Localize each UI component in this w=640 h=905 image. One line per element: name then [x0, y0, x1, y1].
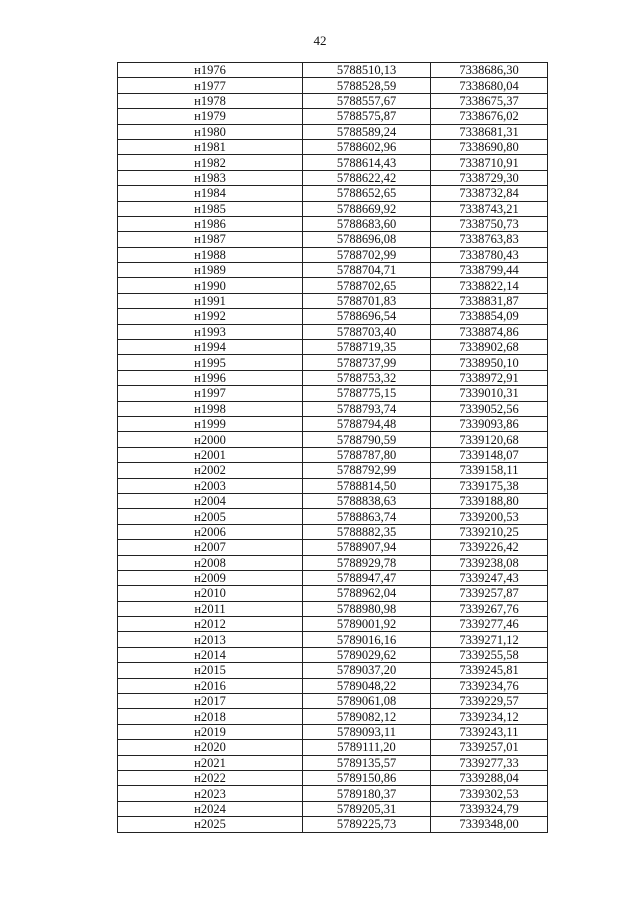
point-id-cell: н1983 — [118, 170, 303, 185]
x-coordinate-cell: 5788602,96 — [303, 139, 431, 154]
table-row — [118, 370, 548, 385]
x-coordinate-cell: 5789093,11 — [303, 724, 431, 739]
point-id-cell: н1996 — [118, 370, 303, 385]
table-row — [118, 740, 548, 755]
y-coordinate-cell: 7338686,30 — [431, 63, 548, 78]
point-id-cell: н2017 — [118, 694, 303, 709]
point-id-cell: н1991 — [118, 293, 303, 308]
point-id-cell: н2015 — [118, 663, 303, 678]
point-id-cell: н2025 — [118, 817, 303, 832]
table-row — [118, 770, 548, 785]
table-row — [118, 540, 548, 555]
point-id-cell: н2001 — [118, 447, 303, 462]
table-row — [118, 324, 548, 339]
table-row — [118, 632, 548, 647]
x-coordinate-cell: 5788703,40 — [303, 324, 431, 339]
y-coordinate-cell: 7338854,09 — [431, 309, 548, 324]
y-coordinate-cell: 7339255,58 — [431, 647, 548, 662]
y-coordinate-cell: 7338675,37 — [431, 93, 548, 108]
table-row — [118, 186, 548, 201]
table-row — [118, 355, 548, 370]
point-id-cell: н2012 — [118, 617, 303, 632]
table-row — [118, 801, 548, 816]
point-id-cell: н2014 — [118, 647, 303, 662]
x-coordinate-cell: 5789150,86 — [303, 770, 431, 785]
point-id-cell: н2007 — [118, 540, 303, 555]
table-row — [118, 124, 548, 139]
y-coordinate-cell: 7338780,43 — [431, 247, 548, 262]
x-coordinate-cell: 5788696,54 — [303, 309, 431, 324]
x-coordinate-cell: 5788589,24 — [303, 124, 431, 139]
point-id-cell: н2021 — [118, 755, 303, 770]
table-row — [118, 401, 548, 416]
y-coordinate-cell: 7339210,25 — [431, 524, 548, 539]
table-row — [118, 678, 548, 693]
x-coordinate-cell: 5788838,63 — [303, 493, 431, 508]
point-id-cell: н1979 — [118, 109, 303, 124]
y-coordinate-cell: 7339234,12 — [431, 709, 548, 724]
table-row — [118, 340, 548, 355]
table-row — [118, 493, 548, 508]
y-coordinate-cell: 7339226,42 — [431, 540, 548, 555]
point-id-cell: н2022 — [118, 770, 303, 785]
x-coordinate-cell: 5789001,92 — [303, 617, 431, 632]
y-coordinate-cell: 7338750,73 — [431, 216, 548, 231]
y-coordinate-cell: 7339238,08 — [431, 555, 548, 570]
x-coordinate-cell: 5789180,37 — [303, 786, 431, 801]
table-row — [118, 694, 548, 709]
x-coordinate-cell: 5788528,59 — [303, 78, 431, 93]
x-coordinate-cell: 5788792,99 — [303, 463, 431, 478]
table-row — [118, 109, 548, 124]
table-row — [118, 617, 548, 632]
table-row — [118, 293, 548, 308]
point-id-cell: н1998 — [118, 401, 303, 416]
point-id-cell: н2023 — [118, 786, 303, 801]
y-coordinate-cell: 7338710,91 — [431, 155, 548, 170]
point-id-cell: н2003 — [118, 478, 303, 493]
table-row — [118, 663, 548, 678]
point-id-cell: н2009 — [118, 570, 303, 585]
table-row — [118, 786, 548, 801]
point-id-cell: н1982 — [118, 155, 303, 170]
table-row — [118, 509, 548, 524]
table-row — [118, 170, 548, 185]
table-row — [118, 309, 548, 324]
table-row — [118, 724, 548, 739]
y-coordinate-cell: 7338902,68 — [431, 340, 548, 355]
x-coordinate-cell: 5788702,65 — [303, 278, 431, 293]
point-id-cell: н1977 — [118, 78, 303, 93]
x-coordinate-cell: 5788863,74 — [303, 509, 431, 524]
point-id-cell: н1978 — [118, 93, 303, 108]
point-id-cell: н1981 — [118, 139, 303, 154]
table-row — [118, 755, 548, 770]
x-coordinate-cell: 5788719,35 — [303, 340, 431, 355]
x-coordinate-cell: 5789061,08 — [303, 694, 431, 709]
point-id-cell: н2010 — [118, 586, 303, 601]
table-row — [118, 432, 548, 447]
page-number: 42 — [313, 33, 327, 48]
x-coordinate-cell: 5788947,47 — [303, 570, 431, 585]
point-id-cell: н1986 — [118, 216, 303, 231]
y-coordinate-cell: 7339175,38 — [431, 478, 548, 493]
x-coordinate-cell: 5788753,32 — [303, 370, 431, 385]
y-coordinate-cell: 7339052,56 — [431, 401, 548, 416]
y-coordinate-cell: 7338743,21 — [431, 201, 548, 216]
y-coordinate-cell: 7338690,80 — [431, 139, 548, 154]
point-id-cell: н1985 — [118, 201, 303, 216]
y-coordinate-cell: 7339277,46 — [431, 617, 548, 632]
y-coordinate-cell: 7339257,01 — [431, 740, 548, 755]
point-id-cell: н1987 — [118, 232, 303, 247]
table-row — [118, 263, 548, 278]
point-id-cell: н1999 — [118, 416, 303, 431]
x-coordinate-cell: 5788962,04 — [303, 586, 431, 601]
point-id-cell: н2006 — [118, 524, 303, 539]
point-id-cell: н2024 — [118, 801, 303, 816]
point-id-cell: н1976 — [118, 63, 303, 78]
point-id-cell: н1989 — [118, 263, 303, 278]
x-coordinate-cell: 5788814,50 — [303, 478, 431, 493]
y-coordinate-cell: 7338729,30 — [431, 170, 548, 185]
table-row — [118, 78, 548, 93]
point-id-cell: н2019 — [118, 724, 303, 739]
x-coordinate-cell: 5789225,73 — [303, 817, 431, 832]
x-coordinate-cell: 5788669,92 — [303, 201, 431, 216]
y-coordinate-cell: 7339158,11 — [431, 463, 548, 478]
point-id-cell: н1984 — [118, 186, 303, 201]
table-row — [118, 63, 548, 78]
y-coordinate-cell: 7339277,33 — [431, 755, 548, 770]
x-coordinate-cell: 5789111,20 — [303, 740, 431, 755]
point-id-cell: н2002 — [118, 463, 303, 478]
point-id-cell: н2013 — [118, 632, 303, 647]
y-coordinate-cell: 7339271,12 — [431, 632, 548, 647]
x-coordinate-cell: 5788696,08 — [303, 232, 431, 247]
x-coordinate-cell: 5788907,94 — [303, 540, 431, 555]
x-coordinate-cell: 5788701,83 — [303, 293, 431, 308]
y-coordinate-cell: 7339247,43 — [431, 570, 548, 585]
point-id-cell: н1994 — [118, 340, 303, 355]
coordinates-table-body — [118, 63, 548, 833]
coordinates-table — [117, 62, 548, 833]
table-row — [118, 570, 548, 585]
point-id-cell: н2000 — [118, 432, 303, 447]
point-id-cell: н1993 — [118, 324, 303, 339]
x-coordinate-cell: 5788622,42 — [303, 170, 431, 185]
x-coordinate-cell: 5789082,12 — [303, 709, 431, 724]
table-row — [118, 524, 548, 539]
y-coordinate-cell: 7339324,79 — [431, 801, 548, 816]
point-id-cell: н1988 — [118, 247, 303, 262]
y-coordinate-cell: 7339245,81 — [431, 663, 548, 678]
y-coordinate-cell: 7339010,31 — [431, 386, 548, 401]
point-id-cell: н2011 — [118, 601, 303, 616]
table-row — [118, 232, 548, 247]
table-row — [118, 93, 548, 108]
point-id-cell: н2005 — [118, 509, 303, 524]
y-coordinate-cell: 7338822,14 — [431, 278, 548, 293]
point-id-cell: н1990 — [118, 278, 303, 293]
table-row — [118, 386, 548, 401]
point-id-cell: н1995 — [118, 355, 303, 370]
point-id-cell: н1980 — [118, 124, 303, 139]
x-coordinate-cell: 5788794,48 — [303, 416, 431, 431]
x-coordinate-cell: 5788882,35 — [303, 524, 431, 539]
table-row — [118, 817, 548, 832]
x-coordinate-cell: 5788980,98 — [303, 601, 431, 616]
y-coordinate-cell: 7338799,44 — [431, 263, 548, 278]
x-coordinate-cell: 5788704,71 — [303, 263, 431, 278]
table-row — [118, 247, 548, 262]
point-id-cell: н2008 — [118, 555, 303, 570]
y-coordinate-cell: 7339288,04 — [431, 770, 548, 785]
table-row — [118, 416, 548, 431]
y-coordinate-cell: 7339200,53 — [431, 509, 548, 524]
x-coordinate-cell: 5789037,20 — [303, 663, 431, 678]
x-coordinate-cell: 5788737,99 — [303, 355, 431, 370]
table-row — [118, 447, 548, 462]
table-row — [118, 586, 548, 601]
x-coordinate-cell: 5788652,65 — [303, 186, 431, 201]
y-coordinate-cell: 7338950,10 — [431, 355, 548, 370]
y-coordinate-cell: 7339302,53 — [431, 786, 548, 801]
y-coordinate-cell: 7338763,83 — [431, 232, 548, 247]
x-coordinate-cell: 5788929,78 — [303, 555, 431, 570]
point-id-cell: н2020 — [118, 740, 303, 755]
y-coordinate-cell: 7339234,76 — [431, 678, 548, 693]
table-row — [118, 601, 548, 616]
y-coordinate-cell: 7338680,04 — [431, 78, 548, 93]
table-row — [118, 278, 548, 293]
table-row — [118, 709, 548, 724]
y-coordinate-cell: 7338874,86 — [431, 324, 548, 339]
y-coordinate-cell: 7339243,11 — [431, 724, 548, 739]
y-coordinate-cell: 7338676,02 — [431, 109, 548, 124]
y-coordinate-cell: 7339229,57 — [431, 694, 548, 709]
table-row — [118, 216, 548, 231]
y-coordinate-cell: 7338831,87 — [431, 293, 548, 308]
x-coordinate-cell: 5788683,60 — [303, 216, 431, 231]
y-coordinate-cell: 7339148,07 — [431, 447, 548, 462]
x-coordinate-cell: 5789029,62 — [303, 647, 431, 662]
point-id-cell: н2004 — [118, 493, 303, 508]
table-row — [118, 478, 548, 493]
table-row — [118, 555, 548, 570]
x-coordinate-cell: 5788790,59 — [303, 432, 431, 447]
x-coordinate-cell: 5788614,43 — [303, 155, 431, 170]
y-coordinate-cell: 7338681,31 — [431, 124, 548, 139]
point-id-cell: н1992 — [118, 309, 303, 324]
table-row — [118, 201, 548, 216]
y-coordinate-cell: 7339348,00 — [431, 817, 548, 832]
x-coordinate-cell: 5788787,80 — [303, 447, 431, 462]
table-row — [118, 647, 548, 662]
point-id-cell: н1997 — [118, 386, 303, 401]
x-coordinate-cell: 5789135,57 — [303, 755, 431, 770]
y-coordinate-cell: 7339120,68 — [431, 432, 548, 447]
x-coordinate-cell: 5788575,87 — [303, 109, 431, 124]
x-coordinate-cell: 5788775,15 — [303, 386, 431, 401]
x-coordinate-cell: 5788793,74 — [303, 401, 431, 416]
y-coordinate-cell: 7339267,76 — [431, 601, 548, 616]
point-id-cell: н2016 — [118, 678, 303, 693]
x-coordinate-cell: 5788557,67 — [303, 93, 431, 108]
point-id-cell: н2018 — [118, 709, 303, 724]
table-row — [118, 139, 548, 154]
x-coordinate-cell: 5788510,13 — [303, 63, 431, 78]
y-coordinate-cell: 7338972,91 — [431, 370, 548, 385]
x-coordinate-cell: 5789016,16 — [303, 632, 431, 647]
table-row — [118, 155, 548, 170]
x-coordinate-cell: 5789205,31 — [303, 801, 431, 816]
x-coordinate-cell: 5788702,99 — [303, 247, 431, 262]
y-coordinate-cell: 7339188,80 — [431, 493, 548, 508]
table-row — [118, 463, 548, 478]
y-coordinate-cell: 7339093,86 — [431, 416, 548, 431]
x-coordinate-cell: 5789048,22 — [303, 678, 431, 693]
y-coordinate-cell: 7338732,84 — [431, 186, 548, 201]
y-coordinate-cell: 7339257,87 — [431, 586, 548, 601]
